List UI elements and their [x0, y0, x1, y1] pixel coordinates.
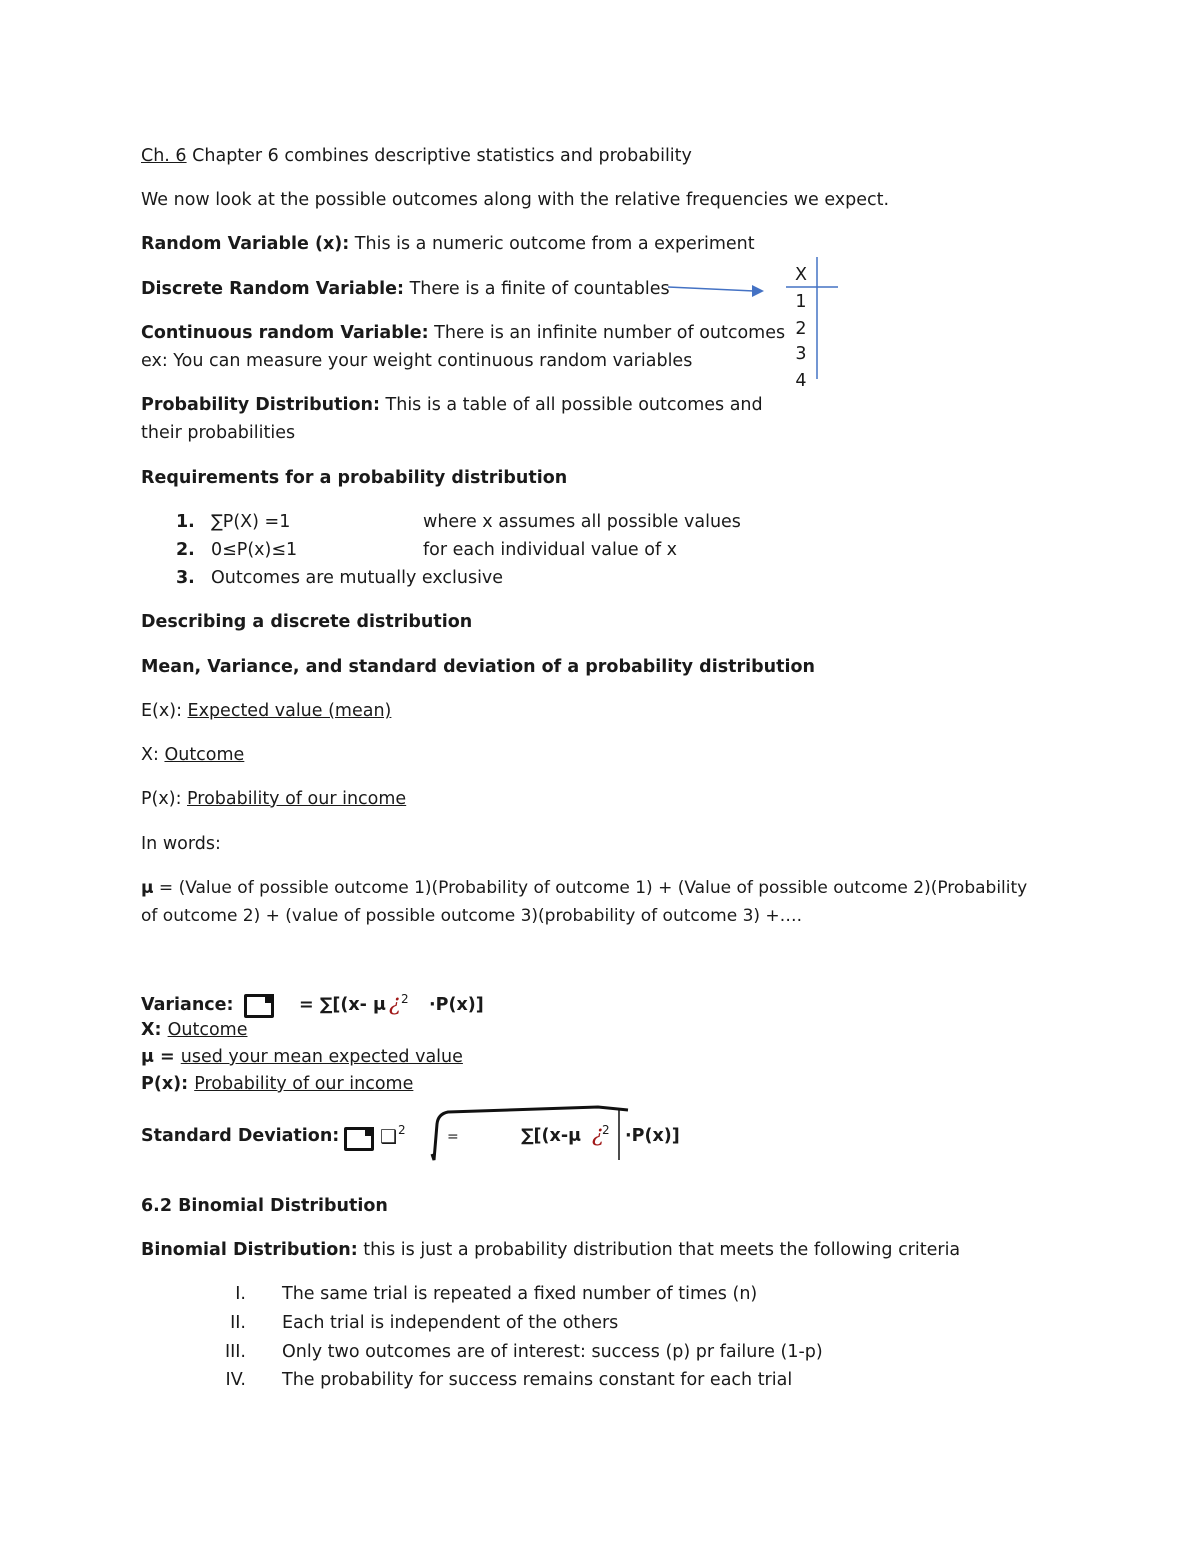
variance-x-line — [141, 1019, 247, 1041]
prob-dist-continued: their probabilities — [141, 423, 296, 443]
definition-label: X: — [141, 745, 165, 765]
definition-value: used your mean expected value — [180, 1047, 463, 1067]
x-values-table — [786, 257, 838, 391]
term-label: Random Variable (x): — [141, 234, 350, 254]
list-item: Outcomes are mutually exclusive — [211, 568, 504, 588]
table-cell: 4 — [795, 371, 807, 391]
variance-px-line — [141, 1073, 413, 1095]
section-heading: 6.2 Binomial Distribution — [141, 1196, 388, 1216]
term-definition: This is a table of all possible outcomes and — [379, 395, 763, 415]
criteria-item: The same trial is repeated a fixed number of times (n) — [282, 1284, 758, 1304]
list-item-note: where x assumes all possible values — [423, 512, 741, 532]
criteria-item: Each trial is independent of the others — [282, 1313, 619, 1333]
red-glyph: ¿ — [389, 991, 401, 1016]
list-number: 1. — [176, 512, 195, 532]
term-label: Discrete Random Variable: — [141, 279, 404, 299]
term-definition: There is a finite of countables — [404, 279, 670, 299]
exponent: 2 — [398, 1123, 406, 1137]
mu-formula-line1 — [141, 877, 1027, 899]
table-cell: 3 — [795, 344, 807, 364]
in-words-label: In words: — [141, 834, 221, 854]
std-formula: ∑[(x-μ — [521, 1126, 581, 1146]
criteria-item: Only two outcomes are of interest: success (p) pr failure (1-p) — [282, 1342, 823, 1362]
chapter-number: Ch. 6 — [141, 146, 187, 166]
intro-text: We now look at the possible outcomes along with the relative frequencies we expect. — [141, 190, 890, 210]
definition-value: Expected value (mean) — [187, 701, 392, 721]
chapter-heading — [141, 145, 692, 167]
std-formula-end: ·P(x)] — [625, 1126, 680, 1146]
red-glyph: ¿ — [592, 1122, 604, 1147]
term-label: Continuous random Variable: — [141, 323, 429, 343]
sigma-placeholder-icon — [344, 1127, 374, 1151]
table-cell: 2 — [795, 319, 807, 339]
exponent: 2 — [602, 1123, 610, 1137]
mean-variance-heading: Mean, Variance, and standard deviation of a probability distribution — [141, 657, 815, 677]
roman-numeral: II. — [230, 1313, 246, 1333]
list-item: ∑P(X) =1 — [211, 512, 291, 532]
exponent: 2 — [401, 992, 409, 1006]
term-definition: this is just a probability distribution that meets the following criteria — [357, 1240, 961, 1260]
prob-dist-line — [141, 394, 763, 416]
list-item-note: for each individual value of x — [423, 540, 678, 560]
roman-numeral: I. — [235, 1284, 246, 1304]
square-placeholder: ❑ — [380, 1126, 398, 1148]
chapter-title: Chapter 6 combines descriptive statistics and probability — [192, 146, 692, 166]
mu-symbol: μ — [141, 878, 154, 898]
definition-label: X: — [141, 1020, 168, 1040]
term-label: Probability Distribution: — [141, 395, 380, 415]
x-definition — [141, 744, 244, 766]
definition-label: μ = — [141, 1047, 181, 1067]
criteria-item: The probability for success remains constant for each trial — [282, 1370, 793, 1390]
random-variable-line — [141, 233, 755, 255]
list-number: 3. — [176, 568, 195, 588]
definition-value: Outcome — [167, 1020, 248, 1040]
definition-label: P(x): — [141, 789, 188, 809]
equals-sign: = — [447, 1129, 459, 1145]
arrow-icon — [666, 280, 766, 302]
ex-definition — [141, 700, 391, 722]
term-label: Binomial Distribution: — [141, 1240, 358, 1260]
requirements-title: Requirements for a probability distribution — [141, 468, 568, 488]
term-definition: There is an infinite number of outcomes — [428, 323, 786, 343]
variance-formula: = ∑[(x- μ — [299, 995, 386, 1015]
table-header: X — [795, 265, 807, 285]
definition-value: Outcome — [164, 745, 245, 765]
binomial-definition — [141, 1239, 960, 1261]
mu-formula-line2: of outcome 2) + (value of possible outcome 3)(probability of outcome 3) +…. — [141, 906, 803, 926]
roman-numeral: IV. — [225, 1370, 246, 1390]
describing-heading: Describing a discrete distribution — [141, 612, 473, 632]
list-item: 0≤P(x)≤1 — [211, 540, 298, 560]
sigma-placeholder-icon — [244, 994, 274, 1018]
variance-mu-line — [141, 1046, 463, 1068]
definition-value: Probability of our income — [194, 1074, 414, 1094]
continuous-line — [141, 322, 785, 344]
variance-formula-end: ·P(x)] — [429, 995, 484, 1015]
px-definition — [141, 788, 406, 810]
discrete-line — [141, 278, 670, 300]
continuous-example: ex: You can measure your weight continuous random variables — [141, 351, 693, 371]
table-cell: 1 — [795, 292, 807, 312]
std-label: Standard Deviation: — [141, 1126, 340, 1146]
term-definition: This is a numeric outcome from a experiment — [349, 234, 755, 254]
variance-label: Variance: — [141, 995, 234, 1015]
mu-formula-text: = (Value of possible outcome 1)(Probability of outcome 1) + (Value of possible outcome 2)(Probability — [153, 878, 1028, 898]
list-number: 2. — [176, 540, 195, 560]
roman-numeral: III. — [224, 1342, 246, 1362]
definition-label: P(x): — [141, 1074, 195, 1094]
definition-value: Probability of our income — [187, 789, 407, 809]
definition-label: E(x): — [141, 701, 188, 721]
